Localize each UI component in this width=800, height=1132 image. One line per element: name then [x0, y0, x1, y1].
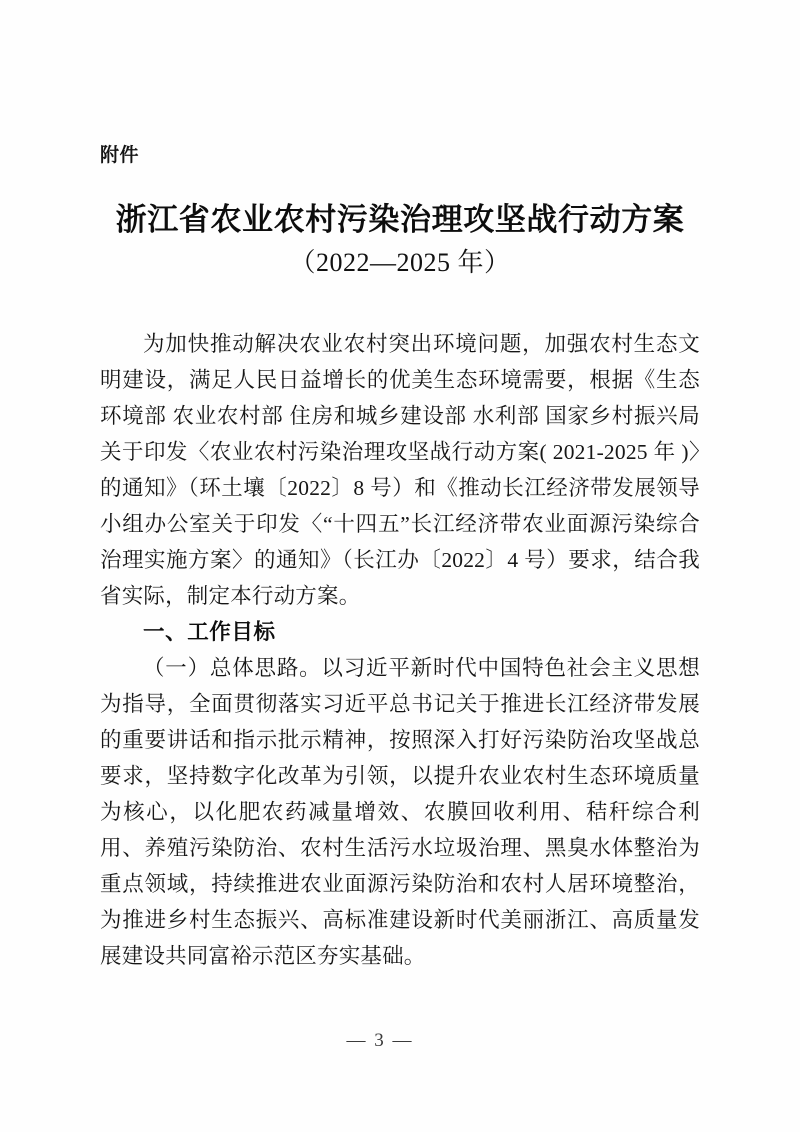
paragraph-overall-approach: （一）总体思路。以习近平新时代中国特色社会主义思想为指导，全面贯彻落实习近平总书记关于推进长江经济带发展的重要讲话和指示批示精神，按照深入打好污染防治攻坚战总要求，坚持数字化改革为引领，以提升农业农村生态环境质量为核心，以化肥农药减量增效、农膜回收利用、秸秆综合利用、养殖污染防治、农村生活污水垃圾治理、黑臭水体整治为重点领域，持续推进农业面源污染防治和农村人居环境整治，为推进乡村生态振兴、高标准建设新时代美丽浙江、高质量发展建设共同富裕示范区夯实基础。	[100, 656, 700, 968]
document-body	[100, 326, 700, 974]
section-heading-work-objectives: 一、工作目标	[143, 620, 276, 644]
attachment-label: 附件	[100, 145, 140, 166]
page-footer	[0, 1030, 800, 1052]
document-title-main: 浙江省农业农村污染治理攻坚战行动方案	[115, 202, 685, 237]
document-title-subtitle: （2022—2025 年）	[289, 247, 511, 277]
document-title	[100, 200, 700, 281]
page-number: — 3 —	[346, 1030, 414, 1051]
paragraph-preamble: 为加快推动解决农业农村突出环境问题，加强农村生态文明建设，满足人民日益增长的优美生态环境需要，根据《生态环境部 农业农村部 住房和城乡建设部 水利部 国家乡村振兴局关于印发〈农业农村污染治理攻坚战行动方案( 2021-2025 年 )〉的通知》（环土壤〔2022〕8 号）和《推动长江经济带发展领导小组办公室关于印发〈“十四五”长江经济带农业面源污染综合治理实施方案〉的通知》（长江办〔2022〕4 号）要求，结合我省实际，制定本行动方案。	[100, 332, 700, 608]
